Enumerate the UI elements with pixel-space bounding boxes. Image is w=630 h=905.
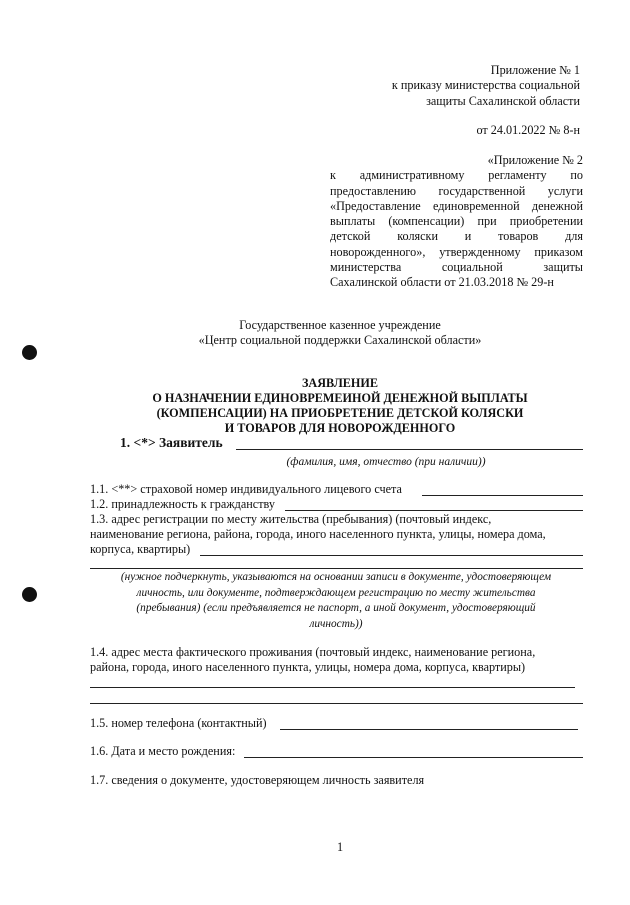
applicant-name-line[interactable] xyxy=(236,449,583,450)
appendix-header xyxy=(330,63,580,109)
field-1-3-line-1: 1.3. адрес регистрации по месту жительства (пребывания) (почтовый индекс, xyxy=(90,512,492,526)
institution-block xyxy=(120,318,560,349)
applicant-name-hint: (фамилия, имя, отчество (при наличии)) xyxy=(286,456,486,468)
section-1-heading: 1. <*> Заявитель xyxy=(120,435,223,450)
field-1-7-label: 1.7. сведения о документе, удостоверяющем личность заявителя xyxy=(90,773,425,787)
title-line-4: И ТОВАРОВ ДЛЯ НОВОРОЖДЕННОГО xyxy=(224,421,456,435)
note-line: личность, или документе, подтверждающем регистрацию по месту жительства xyxy=(136,586,536,599)
appendix2-line: министерства социальной защиты xyxy=(330,260,583,275)
appendix2-line: предоставлению государственной услуги xyxy=(330,183,583,198)
binder-hole-bottom xyxy=(22,587,37,602)
appendix2-line: детской коляски и товаров для xyxy=(330,229,583,244)
actual-address-line-1[interactable] xyxy=(90,687,575,688)
appendix-line-1: Приложение № 1 xyxy=(490,63,580,77)
appendix2-line: «Предоставление единовременной денежной xyxy=(330,198,583,213)
page-number: 1 xyxy=(336,840,344,854)
citizenship-line[interactable] xyxy=(285,510,583,511)
appendix2-block xyxy=(330,153,583,291)
field-1-4-line-2: района, города, иного населенного пункта, улицы, номера дома, корпуса, квартиры) xyxy=(90,660,526,674)
appendix2-line: Сахалинской области от 21.03.2018 № 29-н xyxy=(330,275,554,290)
registration-address-line-2[interactable] xyxy=(90,568,583,569)
title-line-3: (КОМПЕНСАЦИИ) НА ПРИОБРЕТЕНИЕ ДЕТСКОЙ КОЛЯСКИ xyxy=(156,406,524,420)
field-1-3-line-2: наименование региона, района, города, иного населенного пункта, улицы, номера дома, xyxy=(90,527,546,541)
appendix-line-2: к приказу министерства социальной xyxy=(391,78,580,93)
phone-line[interactable] xyxy=(280,729,578,730)
field-1-5-label: 1.5. номер телефона (контактный) xyxy=(90,716,267,730)
field-1-4-line-1: 1.4. адрес места фактического проживания (почтовый индекс, наименование региона, xyxy=(90,645,536,659)
field-1-1-label: 1.1. <**> страховой номер индивидуального лицевого счета xyxy=(90,482,402,496)
note-line: (пребывания) (если предъявляется не паспорт, а иной документ, удостоверяющий xyxy=(136,602,536,614)
institution-type: Государственное казенное учреждение xyxy=(239,318,441,332)
appendix-line-3: защиты Сахалинской области xyxy=(426,93,580,108)
document-title xyxy=(110,376,570,436)
note-line: личность)) xyxy=(309,617,363,630)
actual-address-line-2[interactable] xyxy=(90,703,583,704)
registration-address-line-1[interactable] xyxy=(200,555,583,556)
appendix2-line: выплаты (компенсации) при приобретении xyxy=(330,214,583,229)
binder-hole-top xyxy=(22,345,37,360)
field-1-2-label: 1.2. принадлежность к гражданству xyxy=(90,497,275,511)
field-1-3-line-3: корпуса, квартиры) xyxy=(90,542,191,556)
snils-line[interactable] xyxy=(422,495,583,496)
birth-date-place-line[interactable] xyxy=(244,757,583,758)
field-1-6-label: 1.6. Дата и место рождения: xyxy=(90,744,236,758)
title-line-2: О НАЗНАЧЕНИИ ЕДИНОВРЕМЕИНОЙ ДЕНЕЖНОЙ ВЫПЛАТЫ xyxy=(152,391,528,405)
appendix2-line: «Приложение № 2 xyxy=(487,153,583,167)
institution-name: «Центр социальной поддержки Сахалинской области» xyxy=(198,333,482,348)
title-line-1: ЗАЯВЛЕНИЕ xyxy=(302,376,378,390)
registration-note xyxy=(85,570,587,632)
order-date-number: от 24.01.2022 № 8-н xyxy=(476,123,580,137)
appendix2-line: новорожденного», утвержденному приказом xyxy=(330,244,583,259)
appendix2-line: к административному регламенту по xyxy=(330,168,583,183)
note-line: (нужное подчеркнуть, указываются на основании записи в документе, удостоверяющем xyxy=(120,571,552,583)
